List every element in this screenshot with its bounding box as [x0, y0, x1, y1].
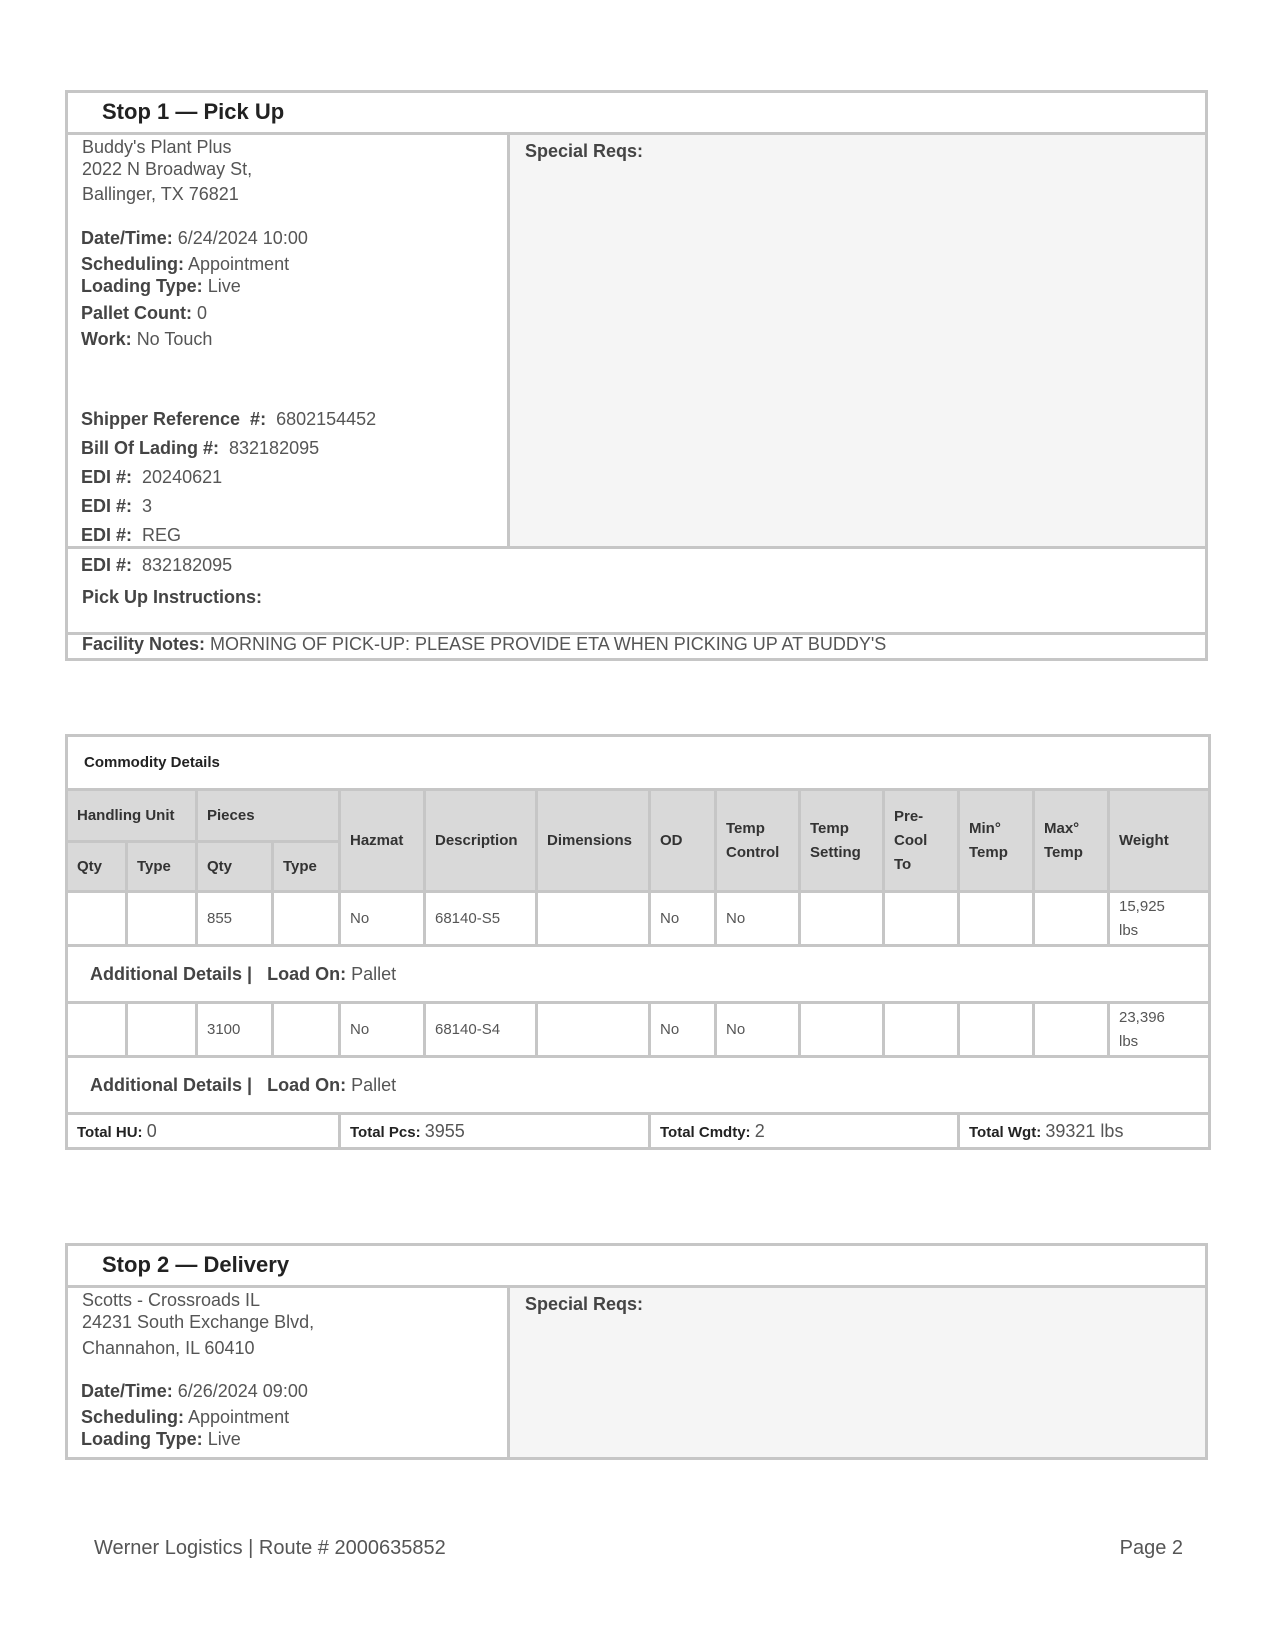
stop1-work — [81, 329, 212, 350]
cell-hazmat: No — [340, 892, 425, 946]
table-row — [67, 1003, 1210, 1057]
shipper-ref-label: Shipper Reference #: — [81, 409, 267, 429]
header-weight: Weight — [1109, 790, 1210, 892]
header-dimensions: Dimensions — [537, 790, 650, 892]
stop1-datetime-value: 6/24/2024 10:00 — [177, 228, 308, 248]
stop2-datetime-value: 6/26/2024 09:00 — [177, 1381, 308, 1401]
shipper-ref-value: 6802154452 — [276, 409, 377, 429]
total-wgt-value: 39321 lbs — [1045, 1120, 1124, 1141]
stop1-title: Stop 1 — Pick Up — [102, 99, 285, 124]
header-min-temp: Min° Temp — [959, 790, 1034, 892]
edi-label: EDI #: — [81, 555, 133, 575]
totals-row — [67, 1114, 1210, 1149]
additional-details — [67, 1057, 1210, 1114]
stop1-loading-label: Loading Type: — [81, 276, 203, 296]
cell-hazmat: No — [340, 1003, 425, 1057]
stop1-address-line2: Ballinger, TX 76821 — [82, 184, 239, 204]
stop1-edi-2 — [81, 496, 152, 517]
stop2-facility-name: Scotts - Crossroads IL — [82, 1290, 261, 1310]
stop1-shipper-reference — [81, 409, 376, 430]
table-row — [67, 892, 1210, 946]
cell-pcs-type — [273, 1003, 340, 1057]
header-max-temp: Max° Temp — [1034, 790, 1109, 892]
cell-precool — [884, 1003, 959, 1057]
stop2-address-line1: 24231 South Exchange Blvd, — [82, 1312, 315, 1332]
total-wgt — [959, 1114, 1210, 1149]
stop1-datetime-label: Date/Time: — [81, 228, 173, 248]
total-cmdty-value: 2 — [754, 1120, 765, 1141]
stop1-pallet-value: 0 — [197, 303, 208, 323]
cell-precool — [884, 892, 959, 946]
cell-dimensions — [537, 1003, 650, 1057]
special-reqs-panel — [510, 135, 1205, 546]
stop1-special-reqs-label: Special Reqs: — [525, 141, 644, 161]
stop2-section — [65, 1243, 1208, 1460]
stop2-loading-type — [81, 1429, 241, 1450]
cell-temp-control: No — [716, 892, 800, 946]
edi-label: EDI #: — [81, 467, 133, 487]
additional-details-label: Additional Details | — [90, 963, 253, 984]
stop2-loading-label: Loading Type: — [81, 1429, 203, 1449]
additional-details-label: Additional Details | — [90, 1074, 253, 1095]
facility-notes-value: MORNING OF PICK-UP: PLEASE PROVIDE ETA WHEN PICKING UP AT BUDDY'S — [210, 634, 887, 654]
edi-label: EDI #: — [81, 525, 133, 545]
stop2-scheduling-label: Scheduling: — [81, 1407, 184, 1427]
load-on-label: Load On: — [267, 963, 347, 984]
load-on-label: Load On: — [267, 1074, 347, 1095]
bol-label: Bill Of Lading #: — [81, 438, 219, 458]
stop2-special-reqs-label: Special Reqs: — [525, 1294, 644, 1314]
stop2-title: Stop 2 — Delivery — [102, 1252, 290, 1277]
load-on-value: Pallet — [351, 963, 397, 984]
cell-description: 68140-S5 — [425, 892, 537, 946]
cell-hu-qty — [67, 1003, 127, 1057]
edi-value: REG — [142, 525, 182, 545]
cell-hu-qty — [67, 892, 127, 946]
facility-notes — [82, 634, 886, 655]
stop1-facility-name: Buddy's Plant Plus — [82, 137, 232, 157]
stop1-edi-1 — [81, 467, 222, 488]
header-od: OD — [650, 790, 716, 892]
total-pcs — [340, 1114, 650, 1149]
cell-pcs-qty: 855 — [197, 892, 273, 946]
additional-details — [67, 946, 1210, 1003]
header-temp-control: Temp Control — [716, 790, 800, 892]
cell-temp-control: No — [716, 1003, 800, 1057]
cell-temp-setting — [800, 892, 884, 946]
total-hu-value: 0 — [146, 1120, 157, 1141]
total-hu — [67, 1114, 340, 1149]
stop2-scheduling-value: Appointment — [188, 1407, 290, 1427]
stop1-loading-value: Live — [207, 276, 241, 296]
divider — [68, 546, 1205, 549]
stop2-scheduling — [81, 1407, 289, 1428]
stop1-edi-4 — [81, 555, 232, 576]
edi-value: 20240621 — [142, 467, 223, 487]
stop2-datetime-label: Date/Time: — [81, 1381, 173, 1401]
cell-hu-type — [127, 1003, 197, 1057]
stop1-pallet-label: Pallet Count: — [81, 303, 192, 323]
footer-page-number: Page 2 — [1119, 1537, 1183, 1559]
stop1-edi-3 — [81, 525, 181, 546]
additional-details-row — [67, 946, 1210, 1003]
additional-details-row — [67, 1057, 1210, 1114]
commodity-caption: Commodity Details — [67, 736, 1210, 790]
stop1-datetime — [81, 228, 308, 249]
header-pieces: Pieces — [197, 790, 340, 842]
cell-min-temp — [959, 892, 1034, 946]
header-pcs-qty: Qty — [197, 842, 273, 892]
header-temp-setting: Temp Setting — [800, 790, 884, 892]
header-hu-qty: Qty — [67, 842, 127, 892]
load-on-value: Pallet — [351, 1074, 397, 1095]
total-pcs-value: 3955 — [424, 1120, 465, 1141]
stop1-scheduling — [81, 254, 289, 275]
bol-value: 832182095 — [229, 438, 320, 458]
stop1-bill-of-lading — [81, 438, 319, 459]
cell-min-temp — [959, 1003, 1034, 1057]
edi-value: 3 — [142, 496, 153, 516]
header-hazmat: Hazmat — [340, 790, 425, 892]
total-cmdty-label: Total Cmdty: — [660, 1123, 751, 1141]
stop1-loading-type — [81, 276, 241, 297]
cell-max-temp — [1034, 892, 1109, 946]
stop1-work-value: No Touch — [136, 329, 213, 349]
stop1-scheduling-value: Appointment — [188, 254, 290, 274]
total-cmdty — [650, 1114, 959, 1149]
divider — [507, 1288, 510, 1457]
cell-weight: 23,396 lbs — [1109, 1003, 1210, 1057]
facility-notes-label: Facility Notes: — [82, 634, 206, 654]
total-wgt-label: Total Wgt: — [969, 1123, 1042, 1141]
cell-dimensions — [537, 892, 650, 946]
header-handling-unit: Handling Unit — [67, 790, 197, 842]
stop2-loading-value: Live — [207, 1429, 241, 1449]
total-pcs-label: Total Pcs: — [350, 1123, 421, 1141]
stop1-section — [65, 90, 1208, 661]
cell-pcs-qty: 3100 — [197, 1003, 273, 1057]
cell-temp-setting — [800, 1003, 884, 1057]
cell-hu-type — [127, 892, 197, 946]
header-hu-type: Type — [127, 842, 197, 892]
header-precool: Pre-Cool To — [884, 790, 959, 892]
cell-weight: 15,925 lbs — [1109, 892, 1210, 946]
divider — [507, 135, 510, 549]
cell-od: No — [650, 1003, 716, 1057]
pickup-instructions-label: Pick Up Instructions: — [82, 587, 263, 607]
edi-label: EDI #: — [81, 496, 133, 516]
edi-value: 832182095 — [142, 555, 233, 575]
total-hu-label: Total HU: — [77, 1123, 143, 1141]
commodity-table — [65, 734, 1211, 1150]
stop1-work-label: Work: — [81, 329, 132, 349]
header-pcs-type: Type — [273, 842, 340, 892]
stop2-address-line2: Channahon, IL 60410 — [82, 1338, 255, 1358]
cell-max-temp — [1034, 1003, 1109, 1057]
footer-route: Werner Logistics | Route # 2000635852 — [94, 1537, 446, 1559]
cell-description: 68140-S4 — [425, 1003, 537, 1057]
stop1-scheduling-label: Scheduling: — [81, 254, 184, 274]
stop1-pallet-count — [81, 303, 207, 324]
cell-pcs-type — [273, 892, 340, 946]
stop1-address-line1: 2022 N Broadway St, — [82, 159, 253, 179]
stop2-datetime — [81, 1381, 308, 1402]
header-description: Description — [425, 790, 537, 892]
cell-od: No — [650, 892, 716, 946]
